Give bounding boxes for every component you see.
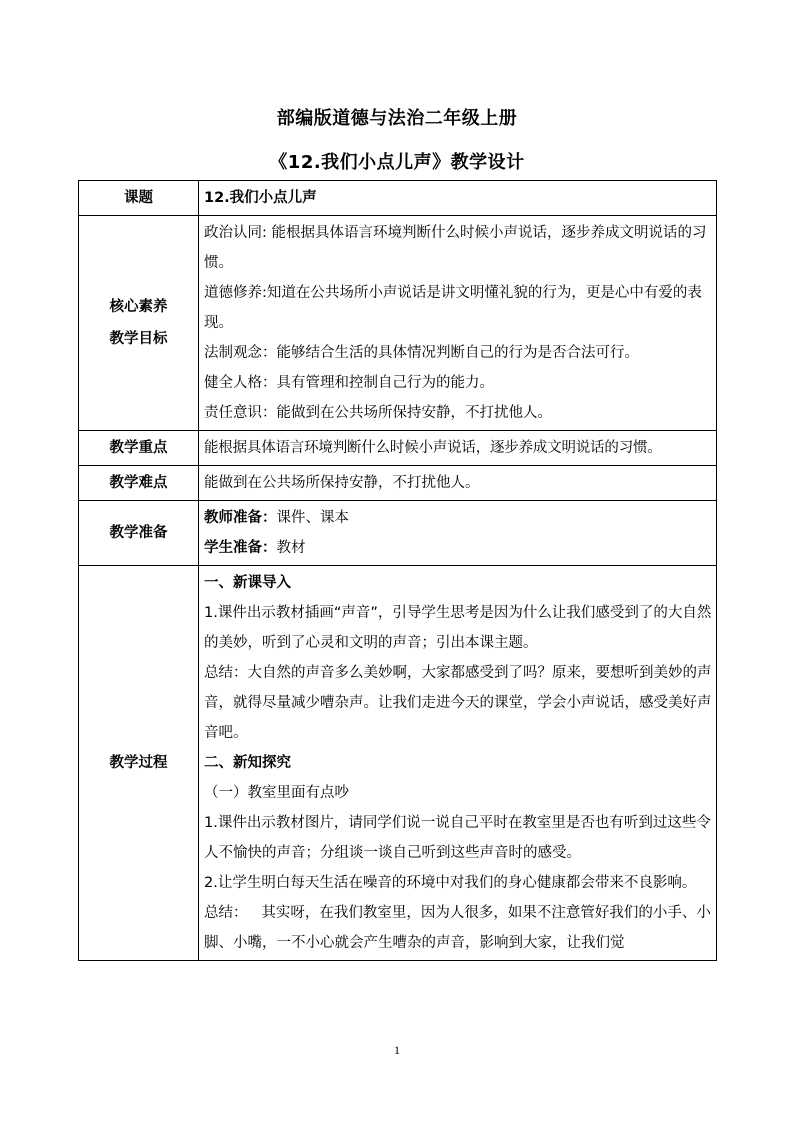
table-row-difficulty [79, 466, 717, 501]
preparation-content [199, 501, 717, 566]
teacher-preparation-value: 课件、课本 [276, 510, 349, 526]
page-number: 1 [394, 1043, 400, 1057]
topic-value [199, 181, 717, 216]
table-row-goals [79, 216, 717, 431]
section2-item2: 2.让学生明白每天生活在噪音的环境中对我们的身心健康都会带来不良影响。 [204, 875, 697, 891]
subsection1-heading: （一）教室里面有点吵 [204, 785, 349, 801]
key-point-content [199, 431, 717, 466]
student-preparation [204, 533, 712, 563]
goals-label-line2: 教学目标 [109, 331, 168, 347]
section2-summary: 总结： 其实呀，在我们教室里，因为人很多，如果不注意管好我们的小手、小脚、小嘴，一不小心就会产生嘈杂的声音，影响到大家，让我们觉 [204, 905, 711, 951]
document-subtitle: 《12.我们小点儿声》教学设计 [269, 152, 525, 173]
table-row-key-point [79, 431, 717, 466]
table-row-process [79, 566, 717, 961]
process-content [199, 566, 717, 961]
goals-label [79, 216, 199, 431]
goals-content [199, 216, 717, 431]
section2-item1: 1.课件出示教材图片，请同学们说一说自己平时在教室里是否也有听到过这些令人不愉快的声音；分组谈一谈自己听到这些声音时的感受。 [204, 815, 711, 861]
table-row-topic [79, 181, 717, 216]
topic-value-text: 12.我们小点儿声 [204, 190, 317, 206]
difficulty-text: 能做到在公共场所保持安静，不打扰他人。 [204, 475, 480, 491]
goal-personality: 健全人格：具有管理和控制自己行为的能力。 [204, 375, 494, 391]
topic-label: 课题 [79, 181, 199, 216]
goal-moral: 道德修养:知道在公共场所小声说话是讲文明懂礼貌的行为，更是心中有爱的表现。 [204, 285, 702, 331]
section1-heading: 一、新课导入 [204, 575, 291, 591]
process-label: 教学过程 [79, 566, 199, 961]
goals-label-line1: 核心素养 [109, 299, 168, 315]
table-row-preparation [79, 501, 717, 566]
preparation-label: 教学准备 [79, 501, 199, 566]
student-preparation-label: 学生准备： [204, 540, 277, 556]
difficulty-content [199, 466, 717, 501]
section1-summary: 总结：大自然的声音多么美妙啊，大家都感受到了吗？原来，要想听到美妙的声音，就得尽量减少嘈杂声。让我们走进今天的课堂，学会小声说话，感受美好声音吧。 [204, 665, 712, 741]
document-title: 部编版道德与法治二年级上册 [276, 108, 518, 129]
section2-heading: 二、新知探究 [204, 755, 291, 771]
key-point-label: 教学重点 [79, 431, 199, 466]
lesson-plan-table [78, 180, 717, 961]
goal-responsibility: 责任意识：能做到在公共场所保持安静，不打扰他人。 [204, 405, 552, 421]
student-preparation-value: 教材 [276, 540, 306, 556]
difficulty-label: 教学难点 [79, 466, 199, 501]
teacher-preparation [204, 503, 712, 533]
section1-item1: 1.课件出示教材插画“声音”，引导学生思考是因为什么让我们感受到了的大自然的美妙，听到了心灵和文明的声音；引出本课主题。 [204, 605, 712, 651]
teacher-preparation-label: 教师准备： [204, 510, 277, 526]
goal-political: 政治认同: 能根据具体语言环境判断什么时候小声说话，逐步养成文明说话的习惯。 [204, 225, 707, 271]
goal-legal: 法制观念：能够结合生活的具体情况判断自己的行为是否合法可行。 [204, 345, 639, 361]
key-point-text: 能根据具体语言环境判断什么时候小声说话，逐步养成文明说话的习惯。 [204, 440, 662, 456]
